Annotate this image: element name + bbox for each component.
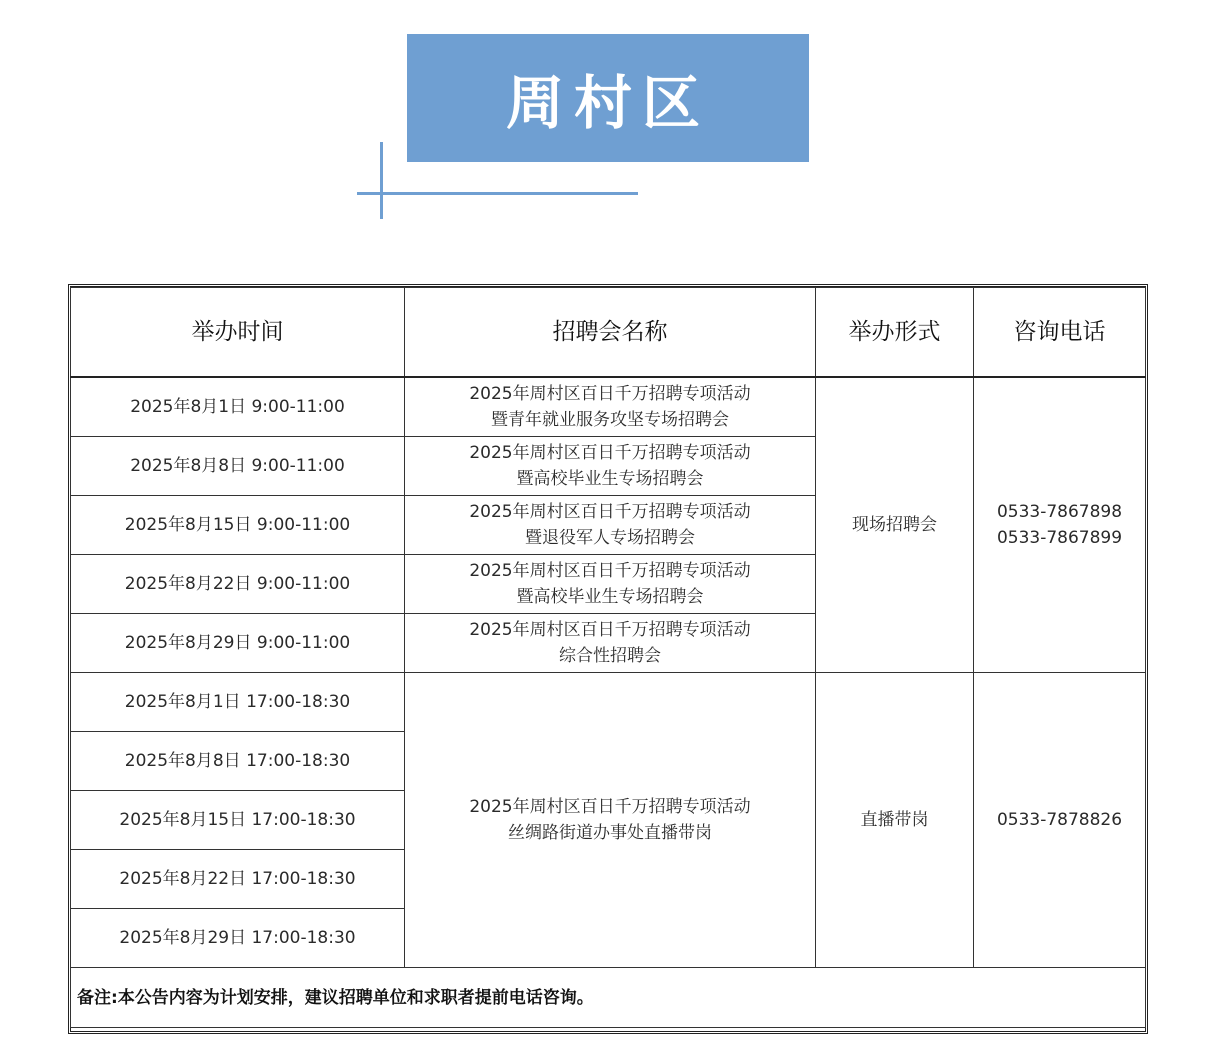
fair-name-line1: 2025年周村区百日千万招聘专项活动 — [469, 561, 751, 581]
fair-name-line2: 暨高校毕业生专场招聘会 — [516, 469, 704, 489]
phone-number: 0533-7867898 — [996, 502, 1123, 522]
fair-name-line2: 综合性招聘会 — [559, 646, 661, 666]
decorative-horizontal-line — [357, 192, 638, 195]
note-text: 备注:本公告内容为计划安排，建议招聘单位和求职者提前电话咨询。 — [71, 968, 1146, 1028]
table-row — [71, 673, 1146, 732]
table-header-row — [71, 288, 1146, 378]
time-cell: 2025年8月1日 17:00-18:30 — [71, 673, 405, 732]
district-banner — [407, 34, 809, 162]
time-cell: 2025年8月15日 17:00-18:30 — [71, 791, 405, 850]
district-title: 周村区 — [505, 69, 710, 137]
header-format: 举办形式 — [816, 288, 974, 378]
time-cell: 2025年8月22日 9:00-11:00 — [71, 555, 405, 614]
fair-name-cell-livestream — [405, 673, 816, 968]
time-cell: 2025年8月8日 9:00-11:00 — [71, 437, 405, 496]
fair-name-line2: 暨退役军人专场招聘会 — [525, 528, 695, 548]
time-cell: 2025年8月29日 9:00-11:00 — [71, 614, 405, 673]
fair-name-line1: 2025年周村区百日千万招聘专项活动 — [469, 443, 751, 463]
fair-name-line2: 丝绸路街道办事处直播带岗 — [508, 823, 712, 843]
table-row — [71, 377, 1146, 437]
fair-name-cell — [405, 614, 816, 673]
job-fair-schedule-table — [70, 287, 1146, 1028]
header-name: 招聘会名称 — [405, 288, 816, 378]
format-cell-livestream: 直播带岗 — [816, 673, 974, 968]
time-cell: 2025年8月15日 9:00-11:00 — [71, 496, 405, 555]
format-cell-onsite: 现场招聘会 — [816, 377, 974, 673]
time-cell: 2025年8月22日 17:00-18:30 — [71, 850, 405, 909]
time-cell: 2025年8月1日 9:00-11:00 — [71, 377, 405, 437]
fair-name-cell — [405, 437, 816, 496]
fair-name-cell — [405, 496, 816, 555]
fair-name-line2: 暨青年就业服务攻坚专场招聘会 — [491, 410, 729, 430]
fair-name-line2: 暨高校毕业生专场招聘会 — [516, 587, 704, 607]
fair-name-cell — [405, 377, 816, 437]
header-phone: 咨询电话 — [974, 288, 1146, 378]
phone-cell-onsite — [974, 377, 1146, 673]
phone-number: 0533-7867899 — [996, 528, 1123, 548]
note-row — [71, 968, 1146, 1028]
fair-name-line1: 2025年周村区百日千万招聘专项活动 — [469, 384, 751, 404]
decorative-vertical-line — [380, 142, 383, 219]
fair-name-line1: 2025年周村区百日千万招聘专项活动 — [469, 502, 751, 522]
time-cell: 2025年8月8日 17:00-18:30 — [71, 732, 405, 791]
header-time: 举办时间 — [71, 288, 405, 378]
fair-name-line1: 2025年周村区百日千万招聘专项活动 — [469, 620, 751, 640]
phone-cell-livestream: 0533-7878826 — [974, 673, 1146, 968]
fair-name-cell — [405, 555, 816, 614]
time-cell: 2025年8月29日 17:00-18:30 — [71, 909, 405, 968]
fair-name-line1: 2025年周村区百日千万招聘专项活动 — [469, 797, 751, 817]
